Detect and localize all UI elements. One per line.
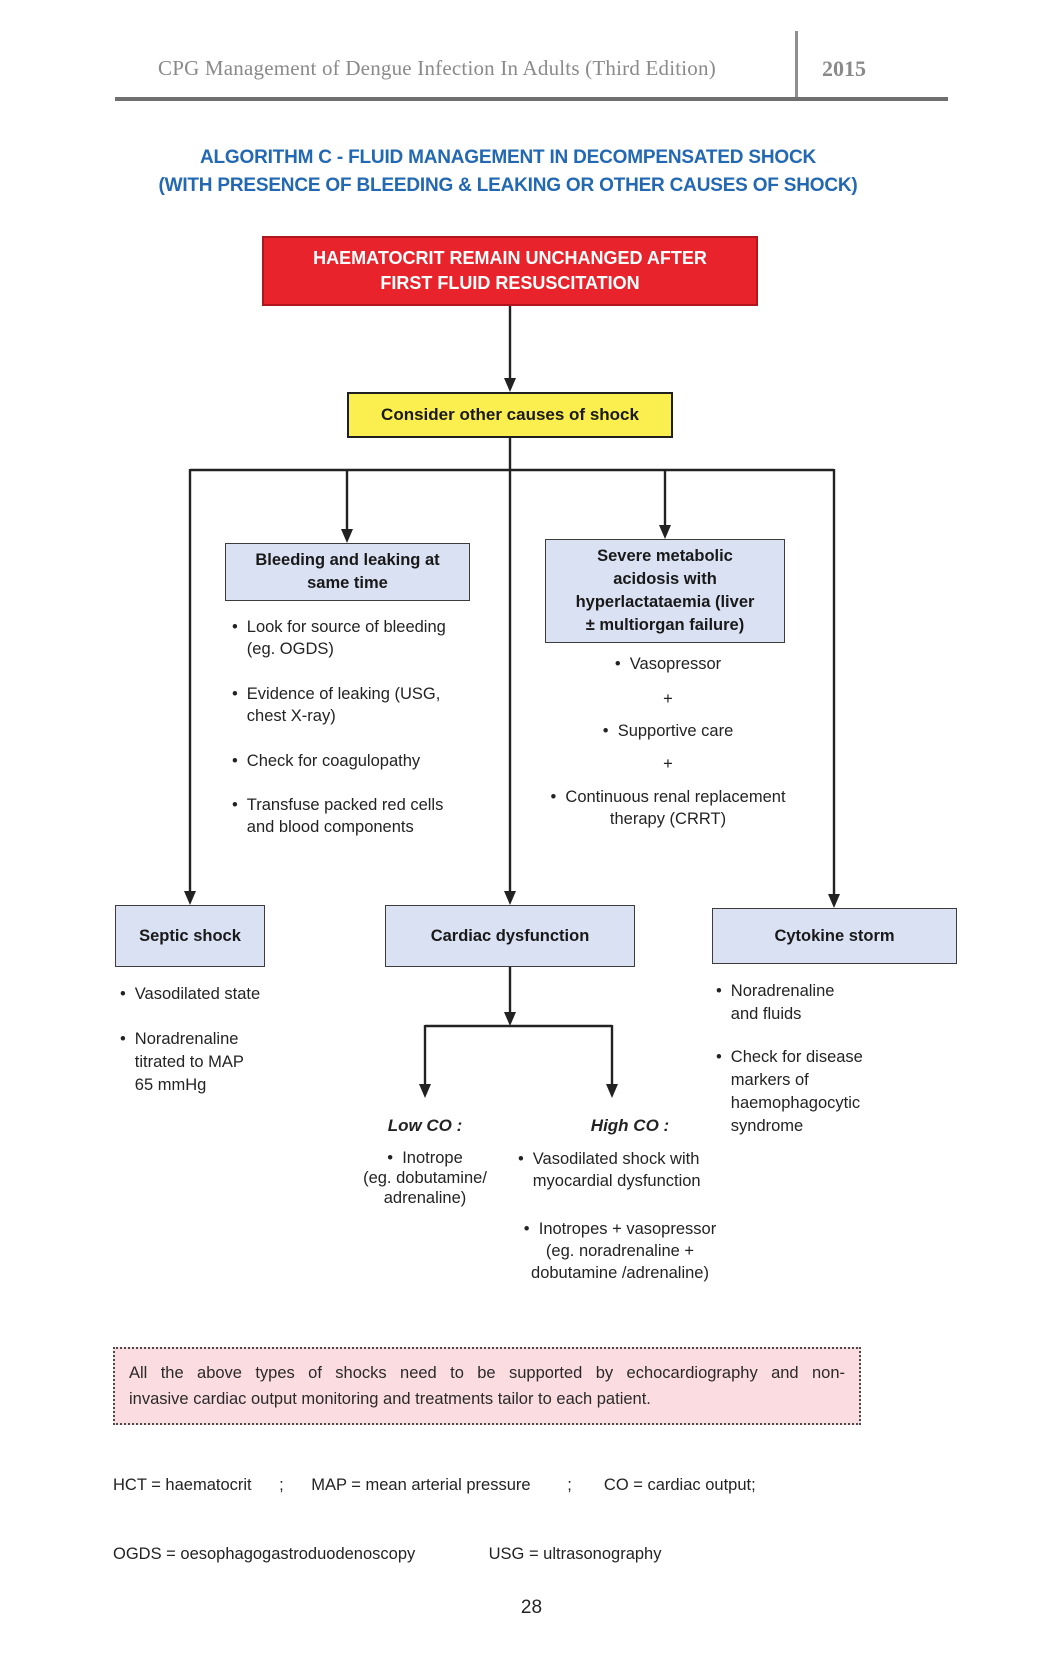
bullet-evidence-of-leaking: • Evidence of leaking (USG, chest X-ray) [232,685,441,725]
bullet-look-for-source: • Look for source of bleeding (eg. OGDS) [232,618,446,658]
note-box [113,1347,861,1425]
cardiac-dysfunction-box [385,905,635,967]
bullet-dot: • [232,796,238,814]
header-rule [115,97,948,101]
bullet-dot: • [232,618,238,636]
bullet-dot: • [120,1030,126,1048]
bullet-dot: • [387,1149,394,1167]
bullet-check-coagulopathy: • Check for coagulopathy [232,752,421,770]
bullet-vasodilated-state: • Vasodilated state [120,983,295,1006]
note-line-2: invasive cardiac output monitoring and treatments tailor to each patient. [129,1390,651,1408]
plus-separator: + [663,690,673,708]
bullet-dot: • [232,685,238,703]
bullet-dot: • [614,655,621,673]
bleeding-box-line-2: same time [307,574,388,592]
cytokine-storm-label: Cytokine storm [774,926,895,945]
bullet-dot: • [602,722,609,740]
high-co-bullet-2: • Inotropes + vasopressor (eg. noradrenaline + dobutamine /adrenaline) [523,1220,717,1282]
low-co-bullet: • Inotrope (eg. dobutamine/ adrenaline) [363,1149,487,1207]
metabolic-box-line-1: Severe metabolic [597,547,733,565]
septic-shock-label: Septic shock [139,926,241,945]
metabolic-box-line-3: hyperlactataemia (liver [575,593,755,611]
metabolic-box-line-4: ± multiorgan failure) [585,616,745,634]
bullet-dot: • [120,985,126,1003]
bullet-vasopressor: • Vasopressor [614,655,722,673]
abbreviation-key [113,1428,953,1612]
bullet-dot: • [716,982,722,1000]
consider-other-causes-box [347,392,673,438]
bullet-dot: • [232,752,238,770]
consider-box-label: Consider other causes of shock [381,405,639,424]
bullet-disease-markers: • Check for disease markers of haemophagocytic syndrome [716,1046,911,1138]
algorithm-title-line-2: (WITH PRESENCE OF BLEEDING & LEAKING OR OTHER CAUSES OF SHOCK) [158,175,858,196]
bullet-noradrenaline-map: • Noradrenaline titrated to MAP 65 mmHg [120,1028,295,1097]
high-co-label: High CO : [590,1116,670,1135]
bullet-dot: • [716,1048,722,1066]
page-number: 28 [520,1597,543,1618]
algorithm-title-line-1: ALGORITHM C - FLUID MANAGEMENT IN DECOMPENSATED SHOCK [199,147,817,168]
bullet-crrt: • Continuous renal replacement therapy (CRRT) [550,788,786,828]
bullet-dot: • [523,1220,530,1238]
high-co-bullet-1: • Vasodilated shock with myocardial dysfunction [518,1150,701,1190]
haematocrit-unchanged-box [262,236,758,306]
bullet-transfuse-red-cells: • Transfuse packed red cells and blood components [232,796,444,836]
bullet-dot: • [518,1150,524,1168]
start-box-line-1: HAEMATOCRIT REMAIN UNCHANGED AFTER [313,248,707,268]
septic-bullet-list [120,983,295,1097]
metabolic-box-line-2: acidosis with [613,570,717,588]
metabolic-acidosis-box [545,539,785,643]
header-year: 2015 [822,56,866,81]
header-divider [795,31,798,98]
bleeding-and-leaking-box [225,543,470,601]
cytokine-storm-box [712,908,957,964]
metabolic-treatment-list [498,653,838,830]
start-box-line-2: FIRST FLUID RESUSCITATION [380,273,640,293]
bullet-supportive-care: • Supportive care [602,722,734,740]
algorithm-title [0,144,1016,200]
cardiac-dysfunction-label: Cardiac dysfunction [430,926,590,945]
bleeding-bullet-list [232,616,492,838]
abbreviation-line-2: OGDS = oesophagogastroduodenoscopy USG = ultrasonography [113,1545,662,1563]
note-line-1: All the above types of shocks need to be supported by echocardiography and non- [129,1364,845,1382]
low-co-label: Low CO : [387,1116,463,1135]
bleeding-box-line-1: Bleeding and leaking at [255,551,440,569]
septic-shock-box [115,905,265,967]
plus-separator: + [663,755,673,773]
bullet-noradrenaline-fluids: • Noradrenaline and fluids [716,980,911,1026]
document-header-title: CPG Management of Dengue Infection In Adults (Third Edition) [158,56,716,80]
bullet-dot: • [550,788,557,806]
cytokine-bullet-list [716,980,911,1138]
abbreviation-line-1: HCT = haematocrit ; MAP = mean arterial pressure ; CO = cardiac output; [113,1476,756,1494]
